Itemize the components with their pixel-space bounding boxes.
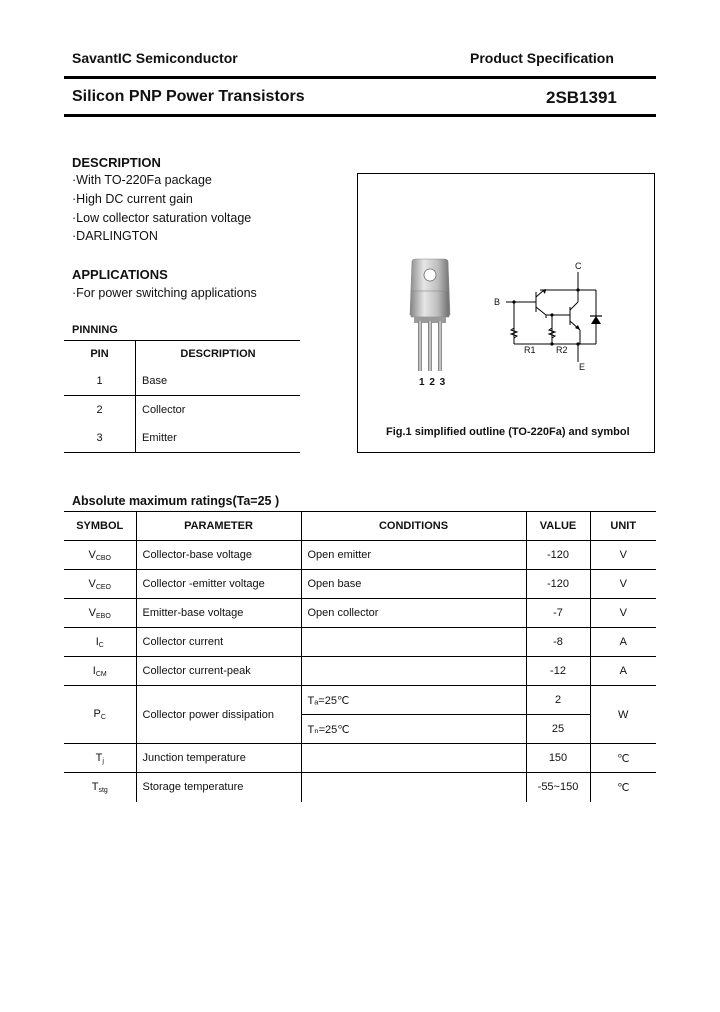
table-row	[64, 570, 656, 599]
parameter-cell: Emitter-base voltage	[136, 599, 301, 628]
company-name: SavantIC Semiconductor	[72, 50, 238, 66]
applications-heading: APPLICATIONS	[72, 267, 168, 282]
package-pin-numbers: 1 2 3	[419, 377, 447, 388]
ratings-title: Absolute maximum ratings(Ta=25 )	[72, 494, 280, 508]
symbol-cell: $T_{stg}$	[64, 773, 136, 802]
pin-number: 3	[64, 424, 136, 453]
table-row	[64, 773, 656, 802]
value-cell: -12	[526, 657, 590, 686]
pinning-header-row	[64, 341, 300, 368]
terminal-b-label: B	[494, 297, 501, 307]
table-row	[64, 657, 656, 686]
parameter-col-header: PARAMETER	[136, 512, 301, 541]
pinning-row	[64, 424, 300, 453]
value-cell: -120	[526, 541, 590, 570]
value-col-header: VALUE	[526, 512, 590, 541]
parameter-cell: Collector-base voltage	[136, 541, 301, 570]
pinning-row	[64, 396, 300, 425]
feature-item: ·Low collector saturation voltage	[72, 211, 252, 225]
pin-description: Emitter	[136, 424, 301, 453]
package-outline-image	[400, 255, 460, 395]
parameter-cell: Storage temperature	[136, 773, 301, 802]
unit-cell: A	[590, 628, 656, 657]
table-row	[64, 541, 656, 570]
value-cell: -120	[526, 570, 590, 599]
feature-item: ·High DC current gain	[72, 192, 193, 206]
unit-cell: ℃	[590, 744, 656, 773]
conditions-cell: Tₙ=25℃	[301, 715, 526, 744]
unit-cell: V	[590, 599, 656, 628]
value-cell: -8	[526, 628, 590, 657]
resistor-r1-label: R1	[524, 345, 536, 355]
feature-item: ·With TO-220Fa package	[72, 173, 212, 187]
table-row	[64, 744, 656, 773]
unit-cell: V	[590, 570, 656, 599]
conditions-cell: Open base	[301, 570, 526, 599]
pin-description: Collector	[136, 396, 301, 425]
pin-number: 2	[64, 396, 136, 425]
table-row	[64, 628, 656, 657]
description-col-header: DESCRIPTION	[136, 341, 301, 368]
parameter-cell: Collector -emitter voltage	[136, 570, 301, 599]
conditions-col-header: CONDITIONS	[301, 512, 526, 541]
conditions-cell	[301, 657, 526, 686]
header-rule-bottom	[64, 114, 656, 117]
ratings-header-row	[64, 512, 656, 541]
symbol-col-header: SYMBOL	[64, 512, 136, 541]
pinning-table	[64, 340, 300, 453]
conditions-cell	[301, 628, 526, 657]
symbol-cell: $I_C$	[64, 628, 136, 657]
page-title: Silicon PNP Power Transistors	[72, 88, 305, 105]
pinning-heading: PINNING	[72, 324, 118, 336]
resistor-r2-label: R2	[556, 345, 568, 355]
unit-cell: V	[590, 541, 656, 570]
pin-number: 1	[64, 367, 136, 396]
conditions-cell: Open emitter	[301, 541, 526, 570]
terminal-e-label: E	[579, 362, 586, 372]
parameter-cell: Collector current	[136, 628, 301, 657]
value-cell: -7	[526, 599, 590, 628]
symbol-cell: $I_{CM}$	[64, 657, 136, 686]
pin-description: Base	[142, 375, 168, 387]
conditions-cell: Tₐ=25℃	[301, 686, 526, 715]
value-cell: 150	[526, 744, 590, 773]
symbol-cell: $V_{EBO}$	[64, 599, 136, 628]
terminal-c-label: C	[575, 261, 582, 271]
figure-caption: Fig.1 simplified outline (TO-220Fa) and symbol	[386, 426, 630, 438]
pinning-row	[64, 367, 300, 396]
symbol-cell: $V_{CBO}$	[64, 541, 136, 570]
parameter-cell: Collector power dissipation	[136, 686, 301, 744]
symbol-cell: $P_C$	[64, 686, 136, 744]
header-rule-top	[64, 76, 656, 79]
description-heading: DESCRIPTION	[72, 155, 161, 170]
conditions-cell	[301, 773, 526, 802]
conditions-cell: Open collector	[301, 599, 526, 628]
feature-item: ·DARLINGTON	[72, 229, 158, 243]
darlington-symbol-icon	[490, 262, 620, 372]
conditions-cell	[301, 744, 526, 773]
unit-cell: A	[590, 657, 656, 686]
document-type: Product Specification	[470, 50, 614, 66]
value-cell: 25	[526, 715, 590, 744]
symbol-cell: $V_{CEO}$	[64, 570, 136, 599]
table-row	[64, 686, 656, 715]
table-row	[64, 599, 656, 628]
part-number: 2SB1391	[546, 88, 617, 107]
parameter-cell: Collector current-peak	[136, 657, 301, 686]
pin-col-header: PIN	[64, 341, 136, 368]
unit-cell: W	[590, 686, 656, 744]
value-cell: 2	[526, 686, 590, 715]
symbol-cell: $T_j$	[64, 744, 136, 773]
unit-col-header: UNIT	[590, 512, 656, 541]
value-cell: -55~150	[526, 773, 590, 802]
parameter-cell: Junction temperature	[136, 744, 301, 773]
ratings-table	[64, 511, 656, 802]
application-item: ·For power switching applications	[72, 286, 257, 300]
unit-cell: ℃	[617, 781, 630, 794]
